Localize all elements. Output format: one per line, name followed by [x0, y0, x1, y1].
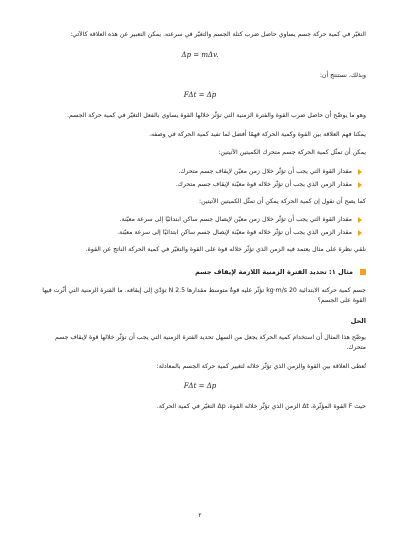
bullet-triangle-icon: [358, 182, 362, 188]
solution-heading: الحل: [350, 316, 366, 325]
bullet-triangle-icon: [358, 217, 362, 223]
bullet-text: مقدار الزمن الذي يجب أن تؤثّر خلاله قوة معيّنة لإيصال جسم ساكن ابتدائيًا إلى سرعة معيّنة.: [117, 229, 352, 236]
equation-impulse: FΔt = Δp: [183, 91, 217, 99]
bullet-item: [34, 215, 362, 225]
paragraph-example-intro: نلقي نظرة على مثال يعتمد فيه الزمن الذي تؤثّر خلاله قوة على القوة والتغيّر في كمية الحركة الناتج عن القوة.: [85, 246, 366, 253]
bullet-text: مقدار القوة التي يجب أن تؤثّر خلال زمن معيّن لإيقاف جسم متحرك.: [178, 167, 352, 175]
paragraph-relation-given: تُعطى العلاقة بين القوة والزمن الذي تؤثّر خلاله لتغيير كمية حركة الجسم بالمعادلة:: [156, 362, 366, 370]
example-square-icon: [360, 269, 366, 275]
bullet-text: مقدار القوة التي يجب أن تؤثّر خلال زمن معيّن لإيصال جسم ساكن ابتدائيًا إلى سرعة معيّنة.: [119, 216, 352, 223]
paragraph-alternative-quantities: كما يصح أن نقول إن كمية الحركة يمكن أن تمثّل الكميتين الآتيتين:: [199, 197, 366, 205]
bullet-triangle-icon: [358, 230, 362, 236]
paragraph-solution-explanation: يوضّح هذا المثال أن استخدام كمية الحركة يجعل من السهل تحديد الفترة الزمنية التي يجب أن تؤثّر خلالها قوة لإيقاف جسم متحرك.: [54, 333, 366, 351]
paragraph-impulse-explanation: وهو ما يوضّح أن حاصل ضرب القوة والفترة الزمنية التي تؤثّر خلالها القوة يساوي بالفعل التغيّر في كمية حركة الجسم.: [67, 112, 366, 119]
paragraph-example-problem: جسم كمية حركته الابتدائية 20 kg⋅m/s تؤثّر عليه قوةٌ متوسط مقدارها 2.5 N تؤدّي إلى إيقافه. ما الفترة الزمنية التي أثّرت فيها القوة على الجسم؟: [42, 286, 366, 304]
paragraph-two-quantities-intro: يمكن أن تمثّل كمية الحركة جسم متحرك الكميتين الآتيتين:: [218, 149, 366, 156]
bullet-item: [34, 228, 362, 238]
bullet-triangle-icon: [358, 169, 362, 175]
paragraph-momentum-change: التغيّر في كمية حركة جسم يساوي حاصل ضرب كتلة الجسم والتغيّر في سرعته. يمكن التعبير عن هذه العلاقة كالآتي:: [70, 31, 366, 38]
bullet-item: [34, 167, 362, 177]
bullet-text: مقدار الزمن الذي يجب أن تؤثّر خلاله قوة معيّنة لإيقاف جسم متحرك.: [175, 180, 352, 188]
equation-momentum: Δp = mΔv.: [181, 50, 219, 59]
paragraph-variable-definitions: حيث F القوة المؤثّرة، Δt الزمن الذي تؤثّر خلاله القوة، Δp التغيّر في كمية الحركة.: [156, 403, 366, 410]
page-number: ٢: [198, 512, 202, 519]
paragraph-understanding: يمكنا فهم العلاقة بين القوة وكمية الحركة فهمًا أفضل لما تفيد كمية الحركة في وصفه.: [148, 130, 366, 138]
paragraph-conclude: وبذلك، نستنتج أن:: [319, 71, 366, 79]
example-title: مثال ١: تحديد الفترة الزمنية اللازمة لإيقاف جسم: [194, 267, 353, 276]
equation-impulse-solution: FΔt = Δp: [183, 382, 217, 390]
example-heading: [34, 268, 366, 276]
bullet-item: [34, 180, 362, 190]
